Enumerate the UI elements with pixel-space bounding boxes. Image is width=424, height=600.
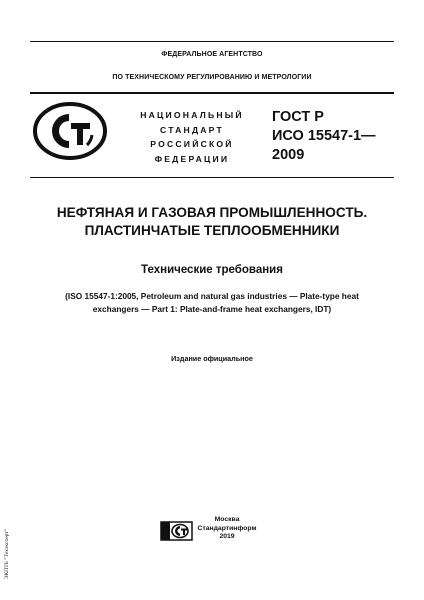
national-line: РОССИЙСКОЙ bbox=[150, 139, 234, 149]
designation-line: ИСО 15547-1— bbox=[272, 128, 376, 144]
edition-label: Издание официальное bbox=[171, 354, 253, 363]
iso-reference-line: (ISO 15547-1:2005, Petroleum and natural gas industries — Plate-type heat bbox=[65, 291, 359, 301]
national-standard-label bbox=[126, 108, 258, 166]
gost-r-emblem-icon bbox=[32, 101, 108, 161]
national-line: ФЕДЕРАЦИИ bbox=[154, 153, 230, 164]
standard-designation bbox=[272, 108, 402, 165]
publisher-name: Стандартинформ bbox=[197, 524, 257, 532]
bottom-rule bbox=[30, 177, 394, 178]
iso-reference bbox=[20, 290, 404, 315]
middle-rule bbox=[30, 92, 394, 94]
national-line: СТАНДАРТ bbox=[160, 124, 224, 135]
designation-line: 2009 bbox=[272, 147, 305, 163]
watermark-text: ЭКПТБ "Техэксперт" bbox=[4, 528, 10, 580]
title-line: НЕФТЯНАЯ И ГАЗОВАЯ ПРОМЫШЛЕННОСТЬ. bbox=[56, 205, 368, 220]
publisher-logo-icon bbox=[160, 521, 193, 541]
agency-name-line2: ПО ТЕХНИЧЕСКОМУ РЕГУЛИРОВАНИЮ И МЕТРОЛОГИИ bbox=[112, 74, 312, 81]
document-subtitle: Технические требования bbox=[141, 264, 283, 276]
publisher-city: Москва bbox=[214, 516, 240, 523]
designation-line: ГОСТ Р bbox=[272, 109, 324, 125]
title-line: ПЛАСТИНЧАТЫЕ ТЕПЛООБМЕННИКИ bbox=[84, 223, 340, 238]
document-title bbox=[0, 204, 424, 240]
top-rule bbox=[30, 41, 394, 42]
agency-name-line1: ФЕДЕРАЛЬНОЕ АГЕНТСТВО bbox=[161, 51, 263, 58]
iso-reference-line: exchangers — Part 1: Plate-and-frame heat exchangers, IDT) bbox=[92, 303, 332, 314]
national-line: НАЦИОНАЛЬНЫЙ bbox=[140, 110, 244, 120]
publication-year: 2019 bbox=[219, 533, 235, 541]
watermark bbox=[3, 519, 11, 589]
publisher-info bbox=[197, 516, 257, 542]
